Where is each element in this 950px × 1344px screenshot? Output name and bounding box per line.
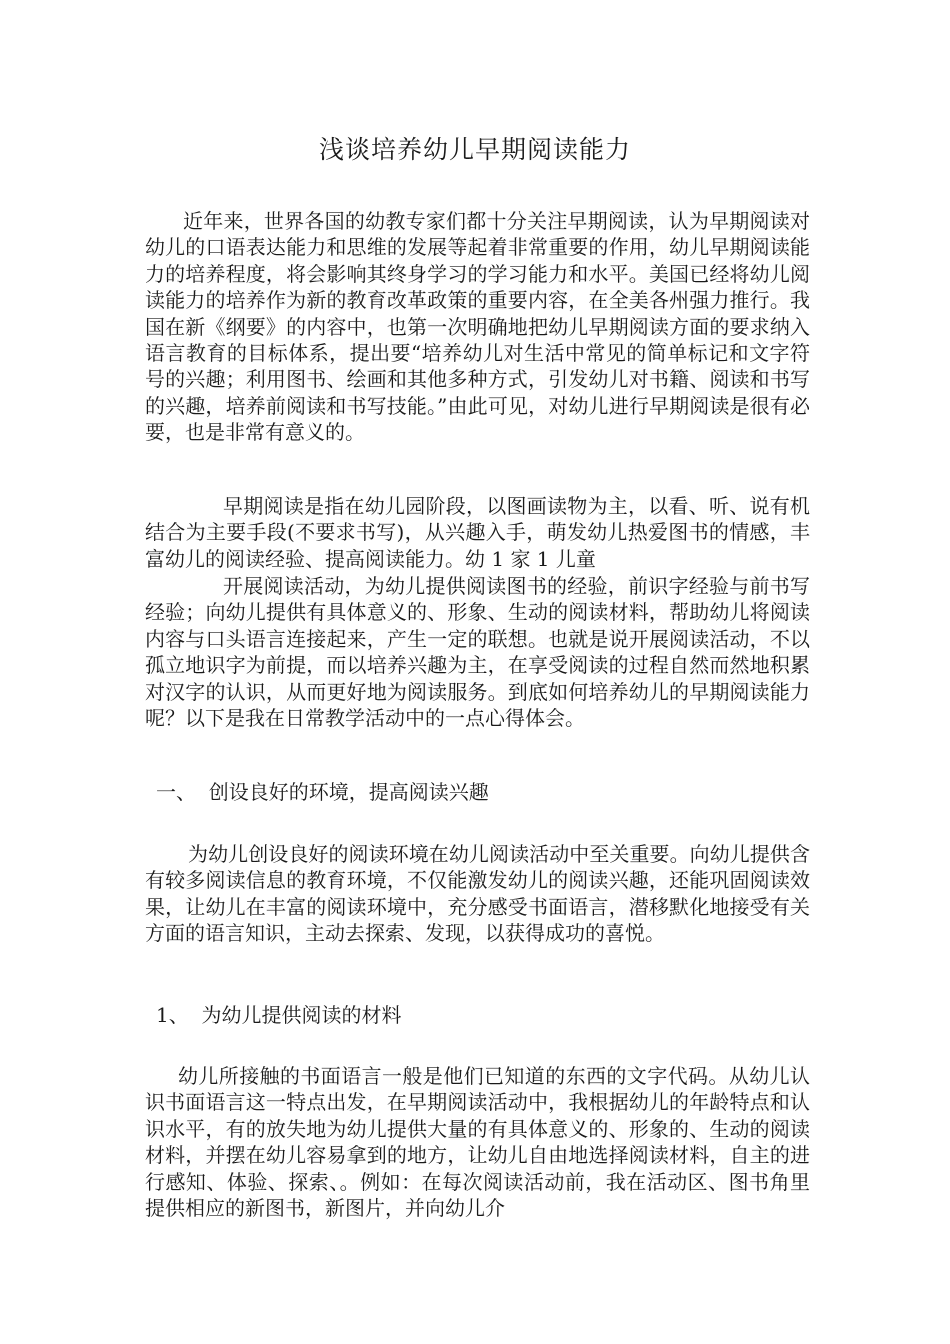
paragraph-materials: 幼儿所接触的书面语言一般是他们已知道的东西的文字代码。从幼儿认识书面语言这一特点出发，在早期阅读活动中，我根据幼儿的年龄特点和认识水平，有的放失地为幼儿提供大量的有具体意义的、形象的、生动的阅读材料，并摆在幼儿容易拿到的地方，让幼儿自由地选择阅读材料，自主的进行感知、体验、探索、。例如：在每次阅读活动前，我在活动区、图书角里提供相应的新图书，新图片，并向幼儿介: [145, 1064, 810, 1221]
document-title: 浅谈培养幼儿早期阅读能力: [318, 135, 631, 164]
section-heading-1: 一、 创设良好的环境，提高阅读兴趣: [156, 780, 489, 804]
paragraph-environment: 为幼儿创设良好的阅读环境在幼儿阅读活动中至关重要。向幼儿提供含有较多阅读信息的教育环境，不仅能激发幼儿的阅读兴趣，还能巩固阅读效果，让幼儿在丰富的阅读环境中，充分感受书面语言，潜移默化地接受有关方面的语言知识，主动去探索、发现，以获得成功的喜悦。: [145, 842, 810, 946]
paragraph-definition: 早期阅读是指在幼儿园阶段，以图画读物为主，以看、听、说有机结合为主要手段(不要求书写)，从兴趣入手，萌发幼儿热爱图书的情感，丰富幼儿的阅读经验、提高阅读能力。幼 1 家 1 儿童: [145, 494, 810, 571]
paragraph-activities: 开展阅读活动，为幼儿提供阅读图书的经验，前识字经验与前书写经验；向幼儿提供有具体意义的、形象、生动的阅读材料，帮助幼儿将阅读内容与口头语言连接起来，产生一定的联想。也就是说开展阅读活动，不以孤立地识字为前提，而以培养兴趣为主，在享受阅读的过程自然而然地积累对汉字的认识，从而更好地为阅读服务。到底如何培养幼儿的早期阅读能力呢？以下是我在日常教学活动中的一点心得体会。: [145, 574, 810, 731]
subsection-heading-1: 1、 为幼儿提供阅读的材料: [156, 1003, 402, 1027]
paragraph-intro: 近年来，世界各国的幼教专家们都十分关注早期阅读，认为早期阅读对幼儿的口语表达能力和思维的发展等起着非常重要的作用，幼儿早期阅读能力的培养程度，将会影响其终身学习的学习能力和水平。美国已经将幼儿阅读能力的培养作为新的教育改革政策的重要内容，在全美各州强力推行。我国在新《纲要》的内容中，也第一次明确地把幼儿早期阅读方面的要求纳入语言教育的目标体系，提出要“培养幼儿对生活中常见的简单标记和文字符号的兴趣；利用图书、绘画和其他多种方式，引发幼儿对书籍、阅读和书写的兴趣，培养前阅读和书写技能。”由此可见，对幼儿进行早期阅读是很有必要，也是非常有意义的。: [145, 209, 810, 445]
